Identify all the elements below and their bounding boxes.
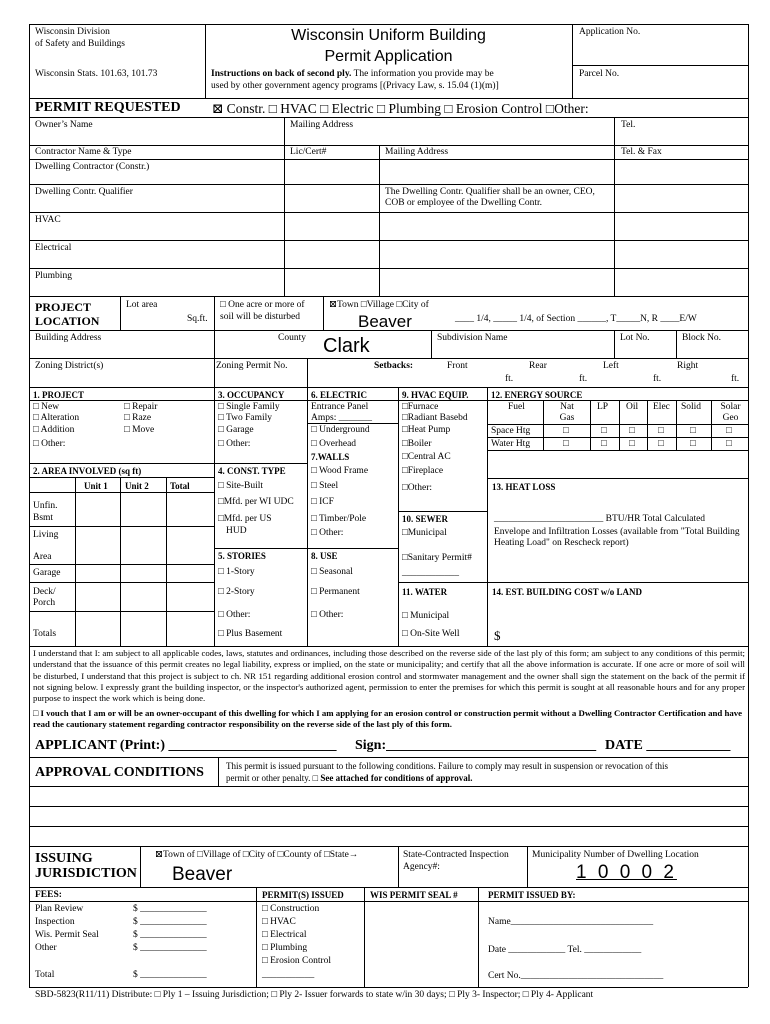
heat-loss-line[interactable]: _______________________ BTU/HR Total Calculated xyxy=(494,514,706,524)
const-mfd-hud-line2: HUD xyxy=(226,526,247,536)
project-location-title-line2: LOCATION xyxy=(35,314,100,328)
project-addition[interactable]: □ Addition xyxy=(33,425,75,435)
division-name-line2: of Safety and Buildings xyxy=(35,39,125,49)
water-section-title: 11. WATER xyxy=(402,587,448,597)
town-village-city-options[interactable]: ⊠Town □Village □City of xyxy=(329,300,429,310)
energy-checkbox[interactable]: □ xyxy=(563,439,569,449)
ft-label: ft. xyxy=(505,374,514,384)
electric-section-title: 6. ELECTRIC xyxy=(311,390,368,400)
ft-label: ft. xyxy=(731,374,740,384)
use-seasonal[interactable]: □ Seasonal xyxy=(311,567,353,577)
issued-by-date-tel[interactable]: Date ____________ Tel. ____________ xyxy=(488,945,642,955)
hvac-fireplace[interactable]: □Fireplace xyxy=(402,466,444,476)
energy-lp-header: LP xyxy=(597,402,609,412)
lic-cert-label: Lic/Cert# xyxy=(290,147,327,157)
walls-wood[interactable]: □ Wood Frame xyxy=(311,466,369,476)
fee-seal-amount[interactable]: $ ______________ xyxy=(133,930,207,940)
fees-title: FEES: xyxy=(35,890,62,900)
setback-rear-label[interactable]: Rear xyxy=(529,361,547,371)
energy-solid-header: Solid xyxy=(681,402,702,412)
walls-other[interactable]: □ Other: xyxy=(311,528,344,538)
permits-issued-title: PERMIT(S) ISSUED xyxy=(262,890,344,900)
one-acre-checkbox[interactable]: □ One acre or more of xyxy=(220,300,305,310)
walls-steel[interactable]: □ Steel xyxy=(311,481,339,491)
sewer-section-title: 10. SEWER xyxy=(402,514,449,524)
cost-dollar[interactable]: $ xyxy=(494,628,501,643)
owner-name-label[interactable]: Owner’s Name xyxy=(35,120,93,130)
approval-conditions-title: APPROVAL CONDITIONS xyxy=(35,765,204,780)
setbacks-label: Setbacks: xyxy=(374,361,414,371)
fee-plan-review-label: Plan Review xyxy=(35,904,84,914)
sewer-municipal[interactable]: □Municipal xyxy=(402,528,447,538)
project-location-title: PROJECT xyxy=(35,300,92,314)
form-subtitle: Permit Application xyxy=(324,48,453,65)
ft-label: ft. xyxy=(579,374,588,384)
hvac-heatpump[interactable]: □Heat Pump xyxy=(402,425,451,435)
project-new[interactable]: □ New xyxy=(33,402,60,412)
subdivision-label[interactable]: Subdivision Name xyxy=(437,333,508,343)
energy-elec-header: Elec xyxy=(653,402,670,412)
electric-amps[interactable]: Amps: _______ xyxy=(311,413,372,423)
walls-icf[interactable]: □ ICF xyxy=(311,497,334,507)
dwelling-contractor-label[interactable]: Dwelling Contractor (Constr.) xyxy=(35,162,150,172)
setback-right-label[interactable]: Right xyxy=(677,361,699,371)
lot-no-label[interactable]: Lot No. xyxy=(620,333,650,343)
issued-by-cert[interactable]: Cert No.______________________________ xyxy=(488,971,664,981)
fee-total-label: Total xyxy=(35,970,55,980)
stories-other[interactable]: □ Other: xyxy=(218,610,251,620)
const-site-built[interactable]: □ Site-Built xyxy=(218,481,264,491)
issuing-title: ISSUING xyxy=(35,851,93,866)
agreement-text: I understand that I: am subject to all applicable codes, laws, statutes and ordinances, including those described on the reverse side of the last ply of this form; am subject to any conditions of this permit; understand that the issuance of this permit creates no legal liability, express or implied, on the state or municipality; and certify that all the above information is accurate. If one acre or more of soil will be disturbed, I understand that this project is subject to ch. NR 151 regarding additional erosion control and stormwater management and the owner shall sign the statement on the back of the permit if not signing below. I expressly grant the building inspector, or the inspector's authorized agent, permission to enter the premises for which this permit is sought at all reasonable hours and for any proper purpose to inspect the work which is being done. xyxy=(33,648,745,704)
instructions-text: The information you provide may be xyxy=(351,69,494,79)
hvac-radiant[interactable]: □Radiant Basebd xyxy=(402,413,468,423)
energy-checkbox[interactable]: □ xyxy=(658,439,664,449)
applicant-print[interactable]: APPLICANT (Print:) ________________________ xyxy=(35,738,337,753)
area-totals-label: Totals xyxy=(33,629,57,639)
issued-erosion[interactable]: □ Erosion Control xyxy=(262,956,332,966)
ft-label: ft. xyxy=(653,374,662,384)
instructions-bold: Instructions on back of second ply. xyxy=(211,69,352,79)
electric-overhead[interactable]: □ Overhead xyxy=(311,439,357,449)
energy-water-htg: Water Htg xyxy=(491,439,531,449)
area-unit1-header: Unit 1 xyxy=(84,481,108,491)
parcel-no-label[interactable]: Parcel No. xyxy=(579,69,620,79)
fee-inspection-amount[interactable]: $ ______________ xyxy=(133,917,207,927)
lot-area-label[interactable]: Lot area xyxy=(126,300,158,310)
town-value[interactable]: Beaver xyxy=(358,312,412,331)
building-address-label[interactable]: Building Address xyxy=(35,333,102,343)
area-bsmt-label: Bsmt xyxy=(33,513,54,523)
permit-requested-title: PERMIT REQUESTED xyxy=(35,100,181,115)
sewer-sanitary[interactable]: □Sanitary Permit# xyxy=(402,553,472,563)
project-move[interactable]: □ Move xyxy=(124,425,155,435)
sqft-label: Sq.ft. xyxy=(187,314,208,324)
issued-construction[interactable]: □ Construction xyxy=(262,904,320,914)
issued-by-title: PERMIT ISSUED BY: xyxy=(488,890,576,900)
qualifier-note: The Dwelling Contr. Qualifier shall be an owner, CEO, COB or employee of the Dwelling Contr. xyxy=(385,187,595,208)
occupancy-two[interactable]: □ Two Family xyxy=(218,413,272,423)
stories-one[interactable]: □ 1-Story xyxy=(218,567,255,577)
section-township-range[interactable]: ____ 1/4, _____ 1/4, of Section ______, T_____N, R ____E/W xyxy=(455,314,697,324)
issuing-value[interactable]: Beaver xyxy=(172,864,233,885)
area-porch-label: Porch xyxy=(33,598,56,608)
setback-left-label[interactable]: Left xyxy=(603,361,619,371)
water-municipal[interactable]: □ Municipal xyxy=(402,611,450,621)
area-area-label: Area xyxy=(33,552,52,562)
county-value[interactable]: Clark xyxy=(323,335,370,357)
zoning-permit-label[interactable]: Zoning Permit No. xyxy=(216,361,288,371)
approval-text-line2: permit or other penalty. xyxy=(226,773,313,783)
project-other[interactable]: □ Other: xyxy=(33,439,66,449)
fee-seal-label: Wis. Permit Seal xyxy=(35,930,99,940)
one-acre-checkbox-line2: soil will be disturbed xyxy=(220,312,300,322)
see-attached-checkbox[interactable]: □ See attached for conditions of approval. xyxy=(312,773,473,783)
use-section-title: 8. USE xyxy=(311,551,338,561)
issued-electrical[interactable]: □ Electrical xyxy=(262,930,307,940)
energy-checkbox[interactable]: □ xyxy=(601,439,607,449)
occupancy-other[interactable]: □ Other: xyxy=(218,439,251,449)
contractor-name-type-label: Contractor Name & Type xyxy=(35,147,132,157)
area-unit2-header: Unit 2 xyxy=(125,481,149,491)
hvac-furnace[interactable]: □Furnace xyxy=(402,402,439,412)
issued-hvac[interactable]: □ HVAC xyxy=(262,917,296,927)
energy-checkbox[interactable]: □ xyxy=(726,439,732,449)
area-total-header: Total xyxy=(170,481,190,491)
area-section-title: 2. AREA INVOLVED (sq ft) xyxy=(33,466,142,476)
use-permanent[interactable]: □ Permanent xyxy=(311,587,360,597)
fee-plan-review-amount[interactable]: $ ______________ xyxy=(133,904,207,914)
permit-seal-title[interactable]: WIS PERMIT SEAL # xyxy=(370,890,458,900)
applicant-date[interactable]: DATE ____________ xyxy=(605,738,731,753)
occupancy-garage[interactable]: □ Garage xyxy=(218,425,254,435)
electric-panel-label: Entrance Panel xyxy=(311,402,369,412)
walls-timber[interactable]: □ Timber/Pole xyxy=(311,514,367,524)
hvac-boiler[interactable]: □Boiler xyxy=(402,439,432,449)
energy-fuel-header: Fuel xyxy=(508,402,525,412)
stories-plus-basement[interactable]: □ Plus Basement xyxy=(218,629,283,639)
energy-checkbox[interactable]: □ xyxy=(726,426,732,436)
area-garage-label: Garage xyxy=(33,568,61,578)
energy-oil-header: Oil xyxy=(626,402,639,412)
stories-two[interactable]: □ 2-Story xyxy=(218,587,255,597)
energy-checkbox[interactable]: □ xyxy=(629,426,635,436)
permit-type-options[interactable]: ⊠ Constr. □ HVAC □ Electric □ Plumbing □ Erosion Control □Other: xyxy=(212,101,589,116)
area-deck-label: Deck/ xyxy=(33,587,56,597)
project-repair[interactable]: □ Repair xyxy=(124,402,158,412)
division-name: Wisconsin Division xyxy=(35,27,110,37)
contractor-tel-fax-label: Tel. & Fax xyxy=(621,147,662,157)
distribution-footer: SBD-5823(R11/11) Distribute: □ Ply 1 – Issuing Jurisdiction; □ Ply 2- Issuer forwards to state w/in 30 days; □ Ply 3- Inspector; □ Ply 4- Applicant xyxy=(35,990,594,1000)
application-no-label[interactable]: Application No. xyxy=(579,27,641,37)
form-title: Wisconsin Uniform Building xyxy=(291,27,486,44)
privacy-note: used by other government agency programs [(Privacy Law, s. 15.04 (1)(m)] xyxy=(211,81,499,91)
plumbing-contractor-label[interactable]: Plumbing xyxy=(35,271,72,281)
energy-section-title: 12. ENERGY SOURCE xyxy=(491,390,583,400)
county-label: County xyxy=(278,333,306,343)
water-onsite[interactable]: □ On-Site Well xyxy=(402,629,460,639)
use-other[interactable]: □ Other: xyxy=(311,610,344,620)
fee-inspection-label: Inspection xyxy=(35,917,75,927)
issued-by-name[interactable]: Name______________________________ xyxy=(488,917,654,927)
fee-other-label: Other xyxy=(35,943,57,953)
heat-loss-desc: Envelope and Infiltration Losses (available from "Total Building Heating Load" on Rescheck report) xyxy=(494,527,740,548)
walls-section-title: 7.WALLS xyxy=(311,452,350,462)
fee-total-amount[interactable]: $ ______________ xyxy=(133,970,207,980)
statutes: Wisconsin Stats. 101.63, 101.73 xyxy=(35,69,158,79)
hvac-equip-section-title: 9. HVAC EQUIP. xyxy=(402,390,469,400)
block-no-label[interactable]: Block No. xyxy=(682,333,722,343)
sewer-permit-blank[interactable]: ____________ xyxy=(402,568,459,578)
issued-blank[interactable]: ___________ xyxy=(262,970,315,980)
energy-checkbox[interactable]: □ xyxy=(658,426,664,436)
project-alteration[interactable]: □ Alteration xyxy=(33,413,80,423)
hvac-other[interactable]: □Other: xyxy=(402,483,433,493)
energy-checkbox[interactable]: □ xyxy=(601,426,607,436)
issued-plumbing[interactable]: □ Plumbing xyxy=(262,943,308,953)
cost-section-title: 14. EST. BUILDING COST w/o LAND xyxy=(492,587,642,597)
setback-front-label[interactable]: Front xyxy=(447,361,468,371)
const-mfd-wiudc[interactable]: □Mfd. per WI UDC xyxy=(218,497,294,507)
electric-underground[interactable]: □ Underground xyxy=(311,425,370,435)
area-living-label: Living xyxy=(33,530,59,540)
approval-text: This permit is issued pursuant to the following conditions. Failure to comply may result in suspension or revocation of this xyxy=(226,761,668,771)
fee-other-amount[interactable]: $ ______________ xyxy=(133,943,207,953)
hvac-contractor-label[interactable]: HVAC xyxy=(35,215,61,225)
occupancy-single[interactable]: □ Single Family xyxy=(218,402,280,412)
energy-checkbox[interactable]: □ xyxy=(563,426,569,436)
owner-occupant-vouch[interactable]: □ I vouch that I am or will be an owner-occupant of this dwelling for which I am applying for an erosion control or construction permit without a Dwelling Contractor Certification and have read the cautionary statement regarding contractor responsibility on the reverse side of the last ply of this form. xyxy=(33,708,743,730)
area-unfin-label: Unfin. xyxy=(33,501,58,511)
occupancy-section-title: 3. OCCUPANCY xyxy=(218,390,285,400)
const-mfd-hud[interactable]: □Mfd. per US xyxy=(218,514,272,524)
project-section-title: 1. PROJECT xyxy=(33,390,85,400)
energy-natgas-header: Nat Gas xyxy=(559,402,575,423)
energy-checkbox[interactable]: □ xyxy=(690,439,696,449)
agency-no-label[interactable]: Agency#: xyxy=(403,862,440,872)
energy-checkbox[interactable]: □ xyxy=(629,439,635,449)
energy-space-htg: Space Htg xyxy=(491,426,531,436)
owner-tel-label[interactable]: Tel. xyxy=(621,120,636,130)
municipality-number-label: Municipality Number of Dwelling Location xyxy=(532,850,699,860)
project-raze[interactable]: □ Raze xyxy=(124,413,152,423)
energy-solar-header: Solar Geo xyxy=(720,402,741,423)
contractor-mailing-label: Mailing Address xyxy=(385,147,449,157)
electrical-contractor-label[interactable]: Electrical xyxy=(35,243,72,253)
heat-loss-section-title: 13. HEAT LOSS xyxy=(492,482,556,492)
state-inspection-label: State-Contracted Inspection xyxy=(403,850,509,860)
issuing-title-line2: JURISDICTION xyxy=(35,866,137,881)
applicant-sign[interactable]: Sign:______________________________ xyxy=(355,738,597,753)
issuing-options[interactable]: ⊠Town of □Village of □City of □County of □State→ xyxy=(155,850,359,860)
hvac-central-ac[interactable]: □Central AC xyxy=(402,452,451,462)
zoning-district-label[interactable]: Zoning District(s) xyxy=(35,361,104,371)
stories-section-title: 5. STORIES xyxy=(218,551,266,561)
owner-mailing-label[interactable]: Mailing Address xyxy=(290,120,354,130)
municipality-number-value[interactable]: 1 0 0 0 2 xyxy=(576,862,677,883)
const-type-section-title: 4. CONST. TYPE xyxy=(218,466,286,476)
energy-checkbox[interactable]: □ xyxy=(690,426,696,436)
dwelling-qualifier-label[interactable]: Dwelling Contr. Qualifier xyxy=(35,187,133,197)
